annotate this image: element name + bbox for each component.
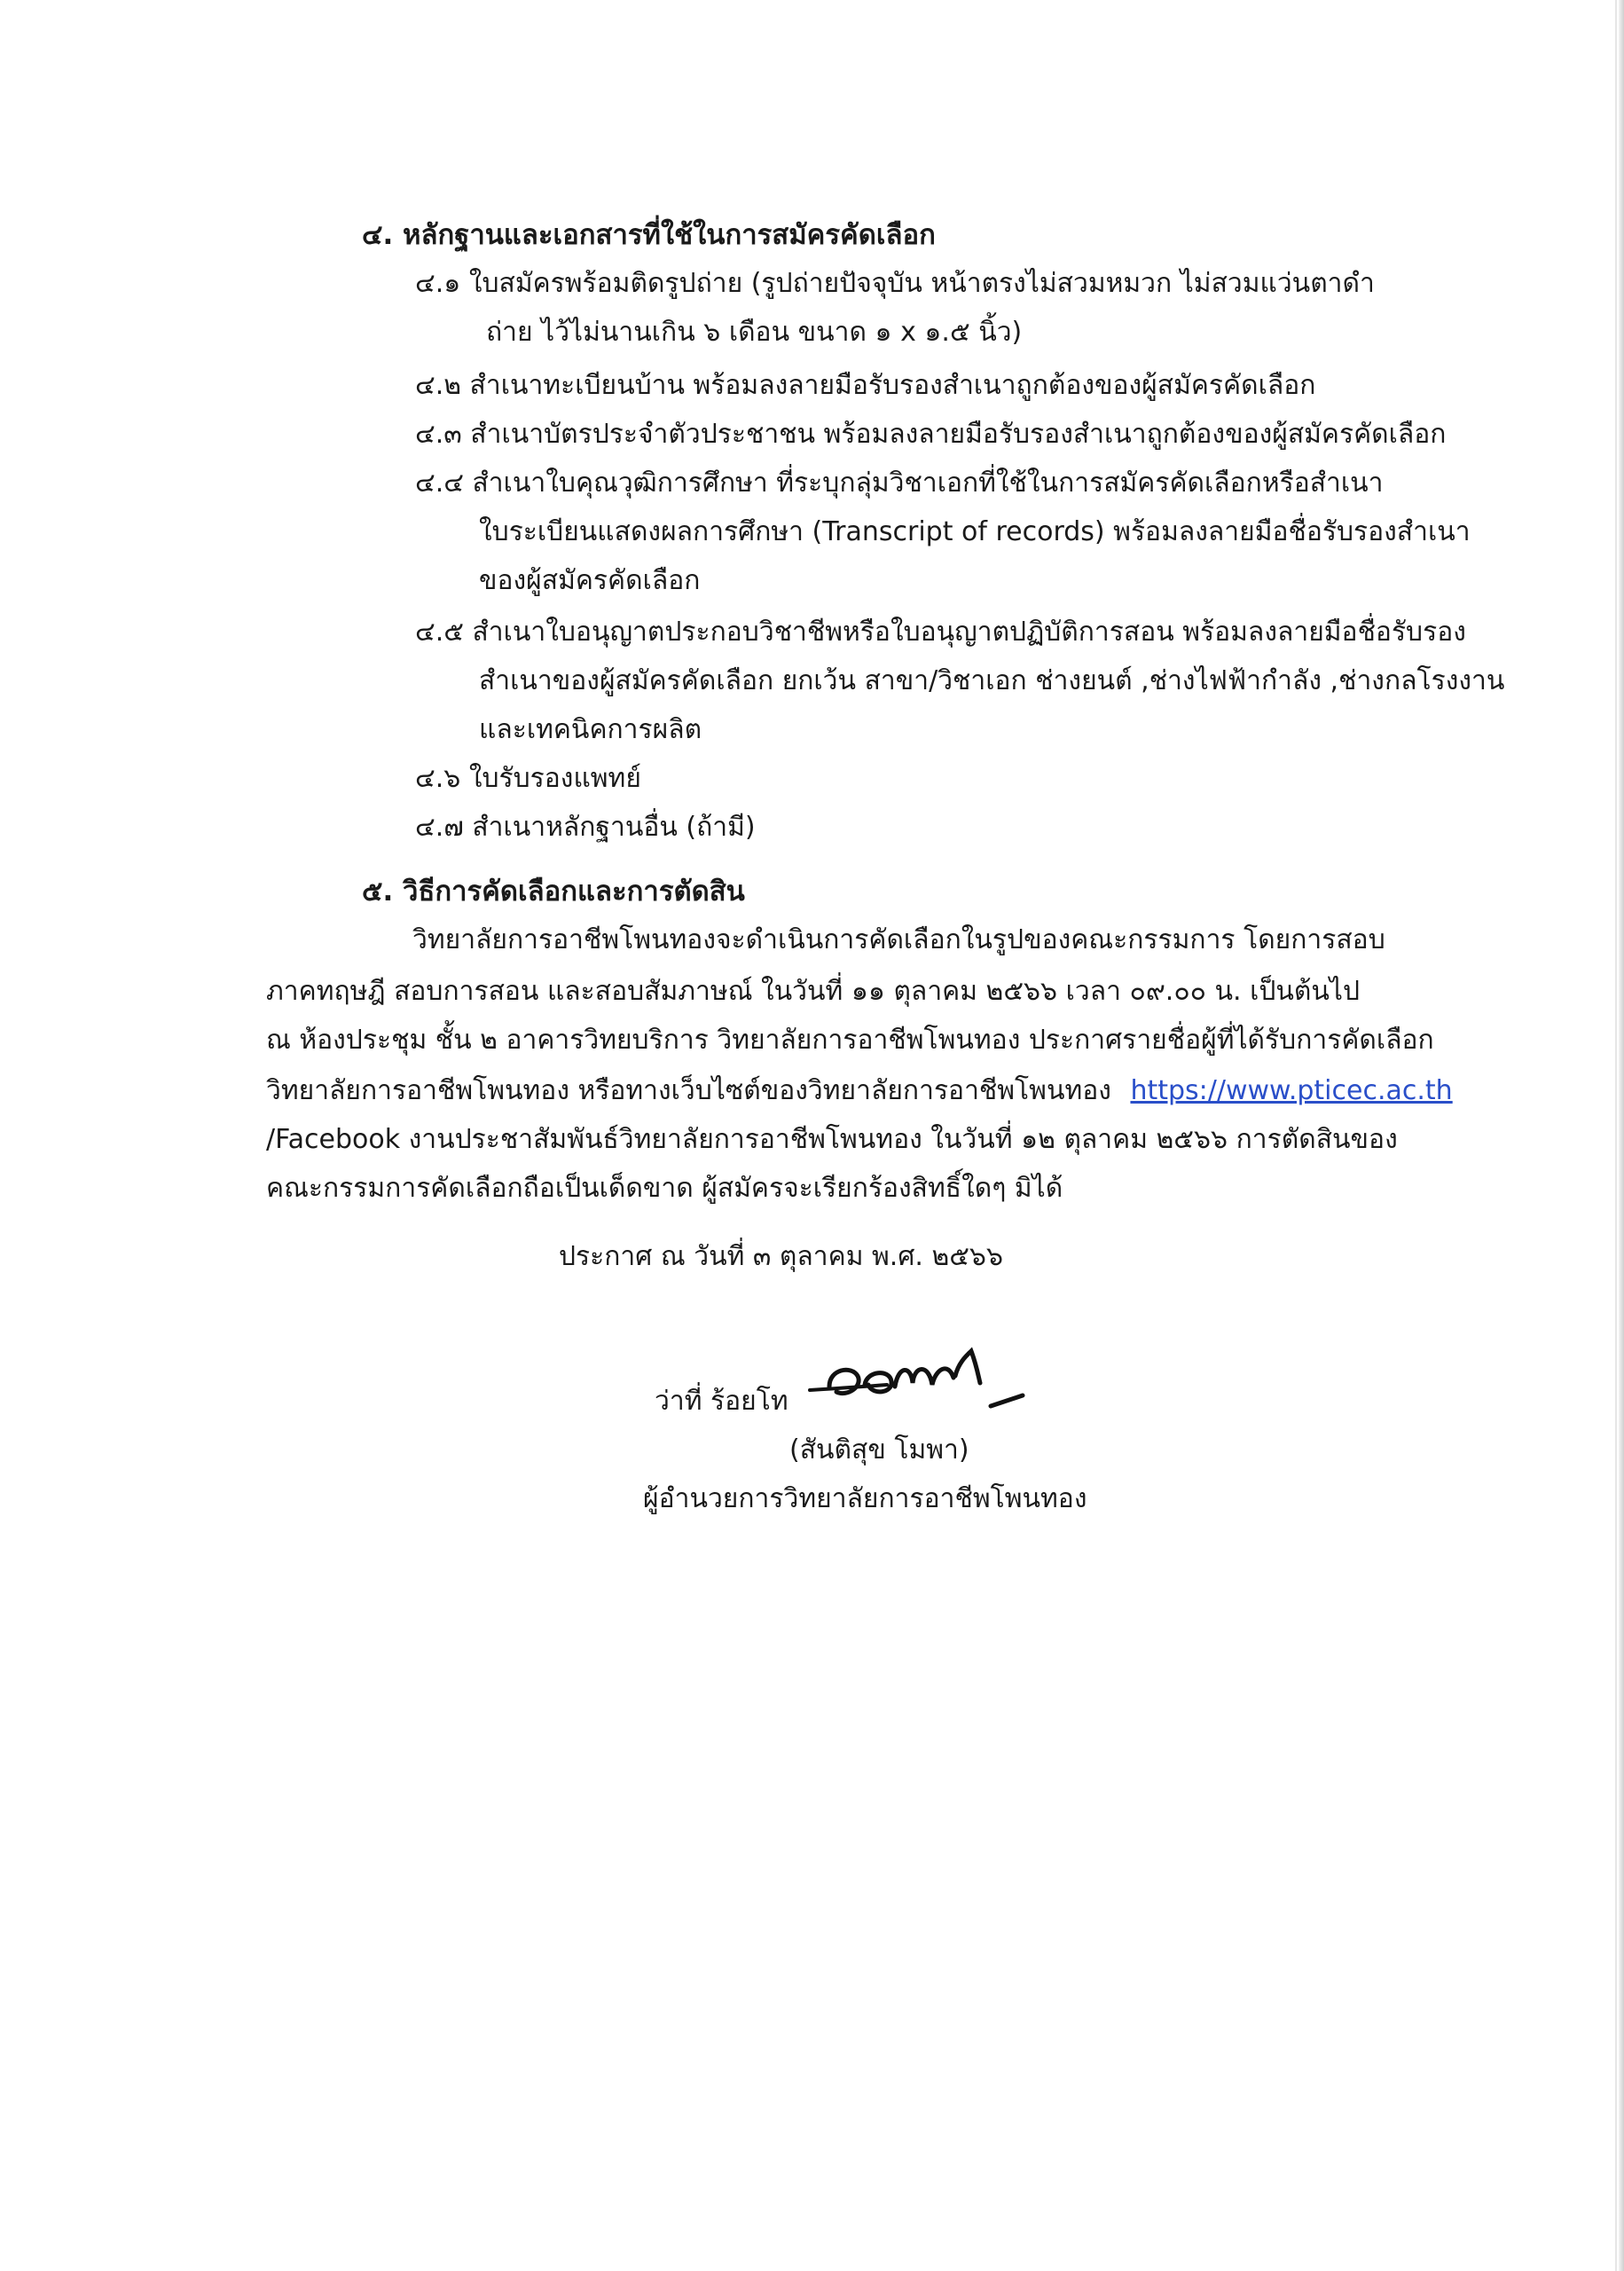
item-4-4-line-1: ๔.๔ สำเนาใบคุณวุฒิการศึกษา ที่ระบุกลุ่มวิชาเอกที่ใช้ในการสมัครคัดเลือกหรือสำเนา <box>415 468 1384 499</box>
section-4-heading: ๔. หลักฐานและเอกสารที่ใช้ในการสมัครคัดเลือก <box>362 219 936 251</box>
item-4-1-line-2: ถ่าย ไว้ไม่นานเกิน ๖ เดือน ขนาด ๑ x ๑.๕ นิ้ว) <box>486 317 1023 348</box>
announce-date: ประกาศ ณ วันที่ ๓ ตุลาคม พ.ศ. ๒๕๖๖ <box>559 1241 1004 1272</box>
scan-edge-shadow <box>1619 0 1624 2271</box>
item-4-4-line-2: ใบระเบียนแสดงผลการศึกษา (Transcript of records) พร้อมลงลายมือชื่อรับรองสำเนา <box>479 516 1471 547</box>
section-5-para-line-1: วิทยาลัยการอาชีพโพนทองจะดำเนินการคัดเลือกในรูปของคณะกรรมการ โดยการสอบ <box>412 924 1385 955</box>
section-5-para-line-3: ณ ห้องประชุม ชั้น ๒ อาคารวิทยบริการ วิทยาลัยการอาชีพโพนทอง ประกาศรายชื่อผู้ที่ได้รับการคัดเลือก <box>266 1025 1434 1056</box>
item-4-6: ๔.๖ ใบรับรองแพทย์ <box>415 763 641 794</box>
section-5-para-line-2: ภาคทฤษฎี สอบการสอน และสอบสัมภาษณ์ ในวันที่ ๑๑ ตุลาคม ๒๕๖๖ เวลา ๐๙.๐๐ น. เป็นต้นไป <box>266 976 1360 1007</box>
item-4-3: ๔.๓ สำเนาบัตรประจำตัวประชาชน พร้อมลงลายมือรับรองสำเนาถูกต้องของผู้สมัครคัดเลือก <box>415 419 1447 450</box>
item-4-2: ๔.๒ สำเนาทะเบียนบ้าน พร้อมลงลายมือรับรองสำเนาถูกต้องของผู้สมัครคัดเลือก <box>415 370 1316 401</box>
section-5-para-line-6: คณะกรรมการคัดเลือกถือเป็นเด็ดขาด ผู้สมัครจะเรียกร้องสิทธิ์ใดๆ มิได้ <box>266 1173 1063 1204</box>
section-5-para-line-4-text: วิทยาลัยการอาชีพโพนทอง หรือทางเว็บไซต์ของวิทยาลัยการอาชีพโพนทอง <box>266 1075 1111 1106</box>
signatory-name: (สันติสุข โมพา) <box>789 1434 969 1466</box>
item-4-7: ๔.๗ สำเนาหลักฐานอื่น (ถ้ามี) <box>415 812 756 843</box>
item-4-1-line-1: ๔.๑ ใบสมัครพร้อมติดรูปถ่าย (รูปถ่ายปัจจุบัน หน้าตรงไม่สวมหมวก ไม่สวมแว่นตาดำ <box>415 268 1375 299</box>
item-4-5-line-1: ๔.๕ สำเนาใบอนุญาตประกอบวิชาชีพหรือใบอนุญาตปฏิบัติการสอน พร้อมลงลายมือชื่อรับรอง <box>415 617 1466 648</box>
item-4-5-line-2: สำเนาของผู้สมัครคัดเลือก ยกเว้น สาขา/วิชาเอก ช่างยนต์ ,ช่างไฟฟ้ากำลัง ,ช่างกลโรงงาน <box>479 665 1505 696</box>
scan-edge-line <box>1615 0 1617 2271</box>
item-4-5-line-3: และเทคนิคการผลิต <box>479 714 702 745</box>
handwritten-signature <box>803 1344 1042 1415</box>
section-5-para-line-5: /Facebook งานประชาสัมพันธ์วิทยาลัยการอาชีพโพนทอง ในวันที่ ๑๒ ตุลาคม ๒๕๖๖ การตัดสินของ <box>266 1124 1398 1155</box>
college-website-link[interactable]: https://www.pticec.ac.th <box>1130 1075 1453 1106</box>
item-4-4-line-3: ของผู้สมัครคัดเลือก <box>479 565 701 596</box>
signatory-position: ผู้อำนวยการวิทยาลัยการอาชีพโพนทอง <box>643 1483 1087 1514</box>
signature-rank: ว่าที่ ร้อยโท <box>655 1386 788 1417</box>
section-5-para-line-4 <box>266 1073 1453 1109</box>
section-5-heading: ๕. วิธีการคัดเลือกและการตัดสิน <box>362 876 745 908</box>
